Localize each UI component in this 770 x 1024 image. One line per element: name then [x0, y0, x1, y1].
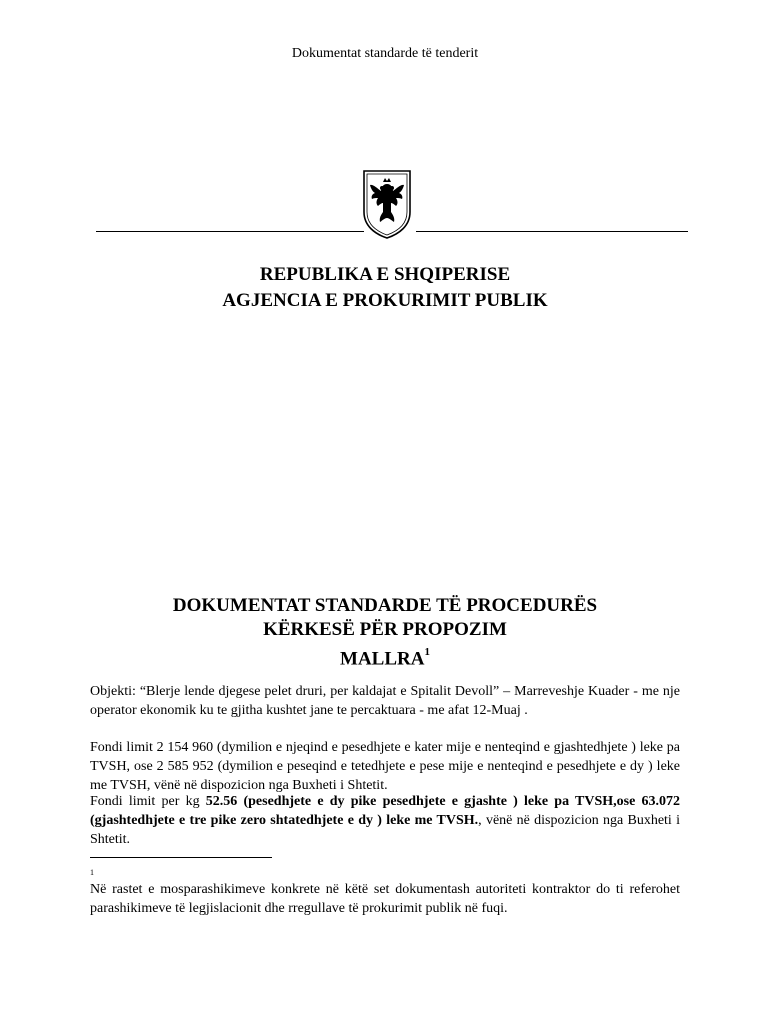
fondi-kg-suffix: , vënë në dispozicion nga Buxheti i Shtetit.: [90, 813, 681, 847]
fondi-kg-amount: 52.56 (pesedhjete e dy pike pesedhjete e gjashte ) leke pa TVSH,ose 63.072 (gjashtedhjete e tre pike zero shtatedhjete e dy ) leke me TVSH.: [90, 794, 680, 828]
objekti-paragraph: Objekti: “Blerje lende djegese pelet druri, per kaldajat e Spitalit Devoll” – Marreveshje Kuader - me nje operator ekonomik ku te gjitha kushtet jane te percaktuara - me afat 12-Muaj .: [90, 684, 680, 718]
title-line-1: DOKUMENTAT STANDARDE TË PROCEDURËS: [172, 595, 598, 616]
footnote-mark: 1: [90, 868, 94, 877]
coat-of-arms-icon: [361, 168, 413, 240]
footnote-separator: [90, 857, 272, 858]
republic-name: REPUBLIKA E SHQIPERISE: [259, 264, 511, 285]
fondi-limit-paragraph: Fondi limit 2 154 960 (dymilion e njeqind e pesedhjete e kater mije e nenteqind e gjashtedhjete ) leke pa TVSH, ose 2 585 952 (dymilion e peseqind e tetedhjete e pese mije e nenteqind e pesedhjete e dy ) leke me TVSH, vënë në dispozicion nga Buxheti i Shtetit.: [90, 740, 680, 793]
running-header: Dokumentat standarde të tenderit: [291, 46, 479, 61]
header-rule-left: [96, 231, 364, 232]
title-mallra: MALLRA: [340, 648, 425, 670]
header-rule-right: [416, 231, 688, 232]
agency-name: AGJENCIA E PROKURIMIT PUBLIK: [222, 290, 548, 311]
fondi-kg-paragraph: [90, 792, 680, 849]
agency-block: [0, 262, 770, 314]
footnote-text: Në rastet e mosparashikimeve konkrete në këtë set dokumentash autoriteti kontraktor do ti referohet parashikimeve të legjislacionit dhe rregullave të prokurimit publik në fuqi.: [90, 882, 680, 916]
footnote-ref: 1: [424, 646, 430, 658]
fondi-kg-prefix: Fondi limit per kg: [90, 794, 206, 809]
title-line-3: [0, 642, 770, 671]
title-line-2: KËRKESË PËR PROPOZIM: [263, 619, 507, 640]
document-title: [0, 594, 770, 671]
